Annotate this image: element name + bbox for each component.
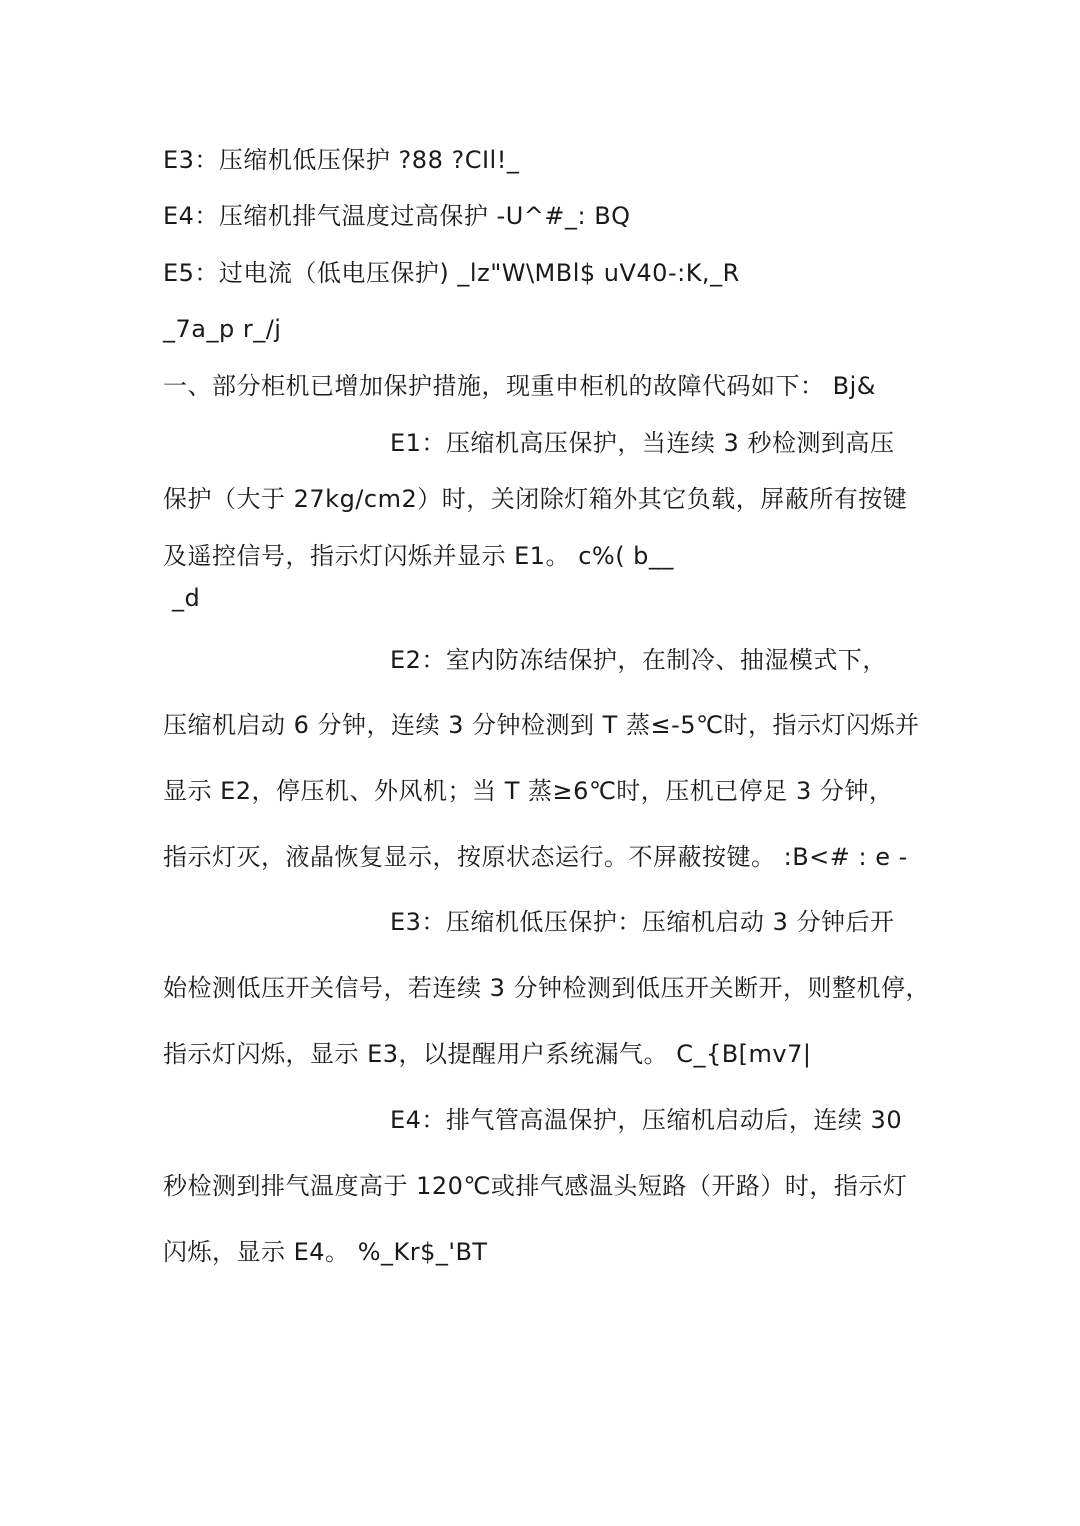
text-line: _7a_p r_/j [163,315,282,343]
text-line: E4：排气管高温保护，压缩机启动后，连续 30 [390,1106,903,1134]
text-line: 指示灯闪烁，显示 E3，以提醒用户系统漏气。 C_{B[mv7| [163,1040,812,1068]
text-line: E4：压缩机排气温度过高保护 -U^#_: BQ [163,202,631,230]
text-line: 闪烁，显示 E4。 %_Kr$_'BT [163,1238,488,1266]
text-line: E3：压缩机低压保护：压缩机启动 3 分钟后开 [390,908,895,936]
text-line: 始检测低压开关信号，若连续 3 分钟检测到低压开关断开，则整机停， [163,974,931,1002]
text-line: E1：压缩机高压保护，当连续 3 秒检测到高压 [390,429,895,457]
text-line: 压缩机启动 6 分钟，连续 3 分钟检测到 T 蒸≤-5℃时，指示灯闪烁并 [163,711,920,739]
text-line: 保护（大于 27kg/cm2）时，关闭除灯箱外其它负载，屏蔽所有按键 [163,485,908,513]
text-line: 指示灯灭，液晶恢复显示，按原状态运行。不屏蔽按键。 :B<# : e - [163,843,908,871]
text-line: E3：压缩机低压保护 ?88 ?CIl!_ [163,146,520,174]
text-line: _d [172,584,201,612]
text-line: 一、部分柜机已增加保护措施，现重申柜机的故障代码如下： Bj& [163,372,876,400]
text-line: E5：过电流（低电压保护) _lz"W\MBl$ uV40-:K,_R [163,259,740,287]
text-line: 及遥控信号，指示灯闪烁并显示 E1。 c%( b__ [163,542,674,570]
text-line: 显示 E2，停压机、外风机；当 T 蒸≥6℃时，压机已停足 3 分钟， [163,777,894,805]
text-line: E2：室内防冻结保护，在制冷、抽湿模式下， [390,646,887,674]
text-line: 秒检测到排气温度高于 120℃或排气感温头短路（开路）时，指示灯 [163,1172,908,1200]
